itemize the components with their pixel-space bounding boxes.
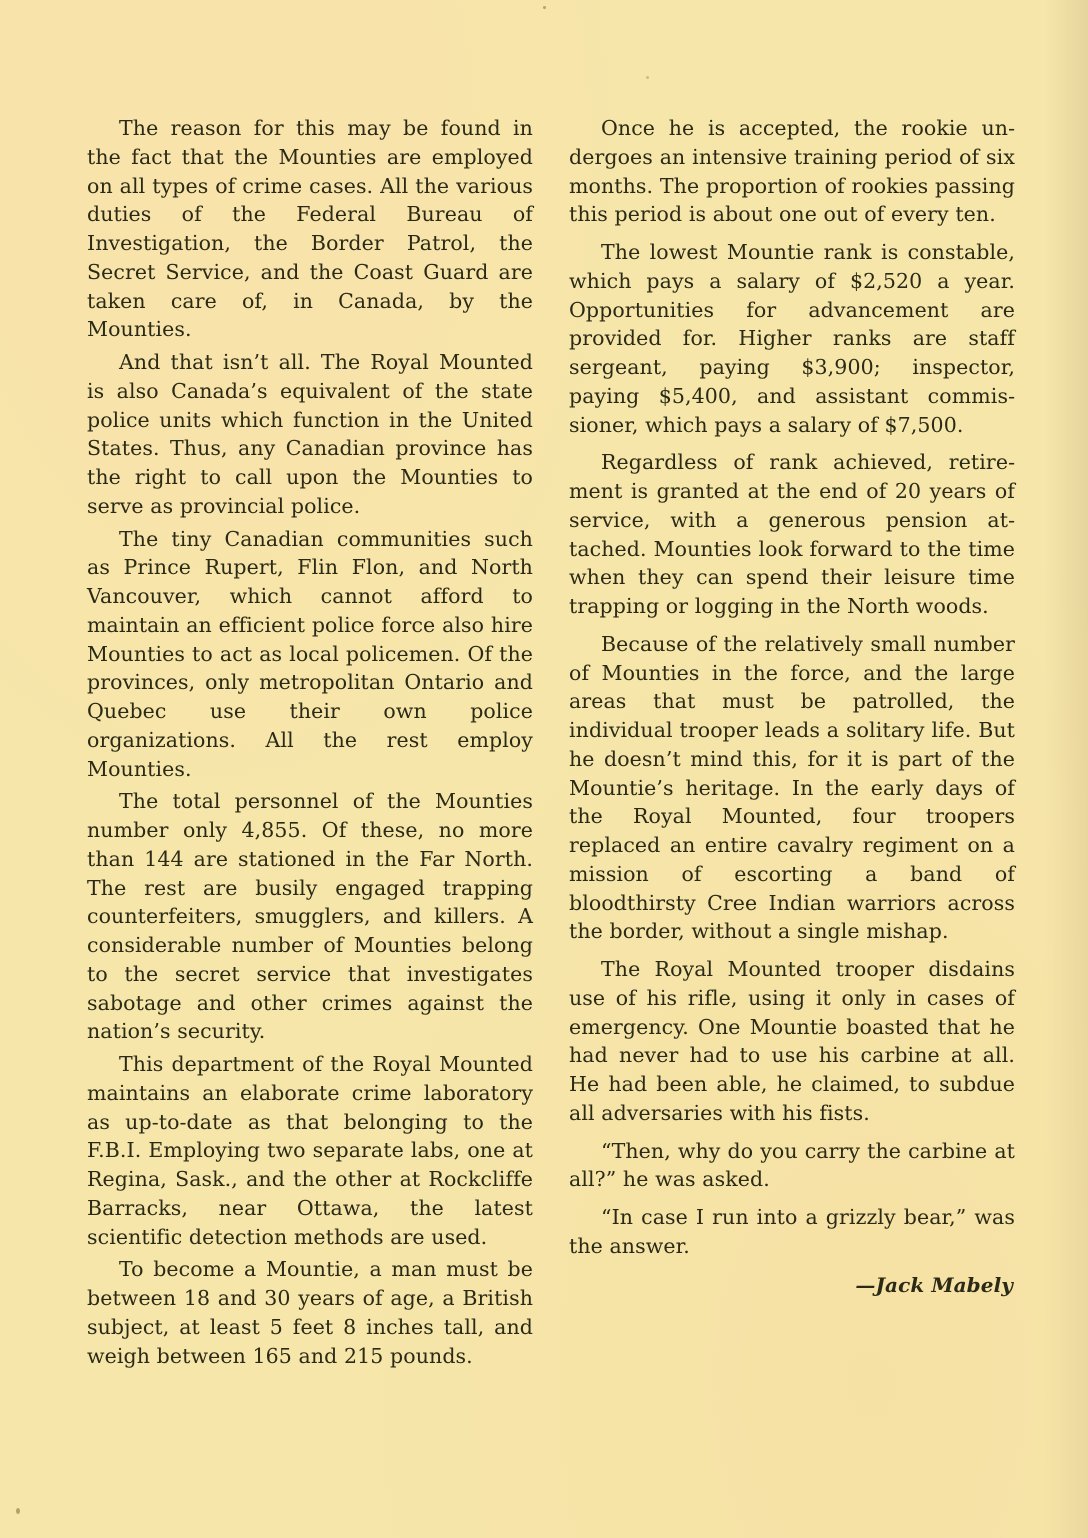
author-byline: —Jack Mabely	[855, 1272, 1013, 1297]
paragraph: The total personnel of the Mounties number only 4,855. Of these, no more than 144 are stationed in the Far North. The rest are busily engaged trapping counterfeiters, smugglers, and killers. A considerable number of Mounties belong to the secret service that investigates sabotage and other crimes against the nation’s security.	[87, 789, 533, 1044]
paragraph: To become a Mountie, a man must be between 18 and 30 years of age, a British subject, at least 5 feet 8 inches tall, and weigh between 165 and 215 pounds.	[87, 1257, 533, 1368]
paper-speck	[646, 76, 649, 79]
paragraph: The lowest Mountie rank is constable, which pays a salary of $2,520 a year. Opportunities for advancement are provided for. Higher ranks are staff sergeant, paying $3,900; inspector, paying $5,400, and assistant commissioner, which pays a salary of $7,500.	[569, 240, 1015, 437]
right-column	[569, 114, 1015, 1299]
paragraph: Regardless of rank achieved, retirement is granted at the end of 20 years of service, with a generous pension attached. Mounties look forward to the time when they can spend their leisure time trapping or logging in the North woods.	[569, 450, 1015, 618]
left-column	[87, 114, 533, 1370]
paragraph: And that isn’t all. The Royal Mounted is also Canada’s equivalent of the state police units which function in the United States. Thus, any Canadian province has the right to call upon the Mounties to serve as provincial police.	[87, 350, 533, 518]
paragraph: Once he is accepted, the rookie undergoes an intensive training period of six months. The proportion of rookies passing this period is about one out of every ten.	[569, 116, 1015, 227]
paragraph: “Then, why do you carry the carbine at all?” he was asked.	[569, 1138, 1015, 1192]
paper-speck	[16, 1508, 20, 1514]
paragraph: Because of the relatively small number of Mounties in the force, and the large areas that must be patrolled, the individual trooper leads a solitary life. But he doesn’t mind this, for it is part of the Mountie’s heritage. In the early days of the Royal Mounted, four troopers replaced an entire cavalry regiment on a mission of escorting a band of bloodthirsty Cree Indian warriors across the border, without a single mishap.	[569, 631, 1015, 944]
paragraph: The reason for this may be found in the fact that the Mounties are employed on all types of crime cases. All the various duties of the Federal Bureau of Investigation, the Border Patrol, the Secret Service, and the Coast Guard are taken care of, in Canada, by the Mounties.	[87, 116, 533, 342]
paragraph: The tiny Canadian communities such as Prince Rupert, Flin Flon, and North Vancouver, which cannot afford to maintain an efficient police force also hire Mounties to act as local policemen. Of the provinces, only metropolitan Ontario and Quebec use their own police organizations. All the rest employ Mounties.	[87, 526, 533, 781]
paragraph: The Royal Mounted trooper disdains use of his rifle, using it only in cases of emergency. One Mountie boasted that he had never had to use his carbine at all. He had been able, he claimed, to subdue all adversaries with his fists.	[569, 957, 1015, 1125]
paragraph: This department of the Royal Mounted maintains an elaborate crime laboratory as up-to-date as that belonging to the F.B.I. Employing two separate labs, one at Regina, Sask., and the other at Rockcliffe Barracks, near Ottawa, the latest scientific detection methods are used.	[87, 1052, 533, 1249]
paragraph: “In case I run into a grizzly bear,” was the answer.	[569, 1205, 1015, 1258]
paper-speck	[543, 6, 546, 9]
